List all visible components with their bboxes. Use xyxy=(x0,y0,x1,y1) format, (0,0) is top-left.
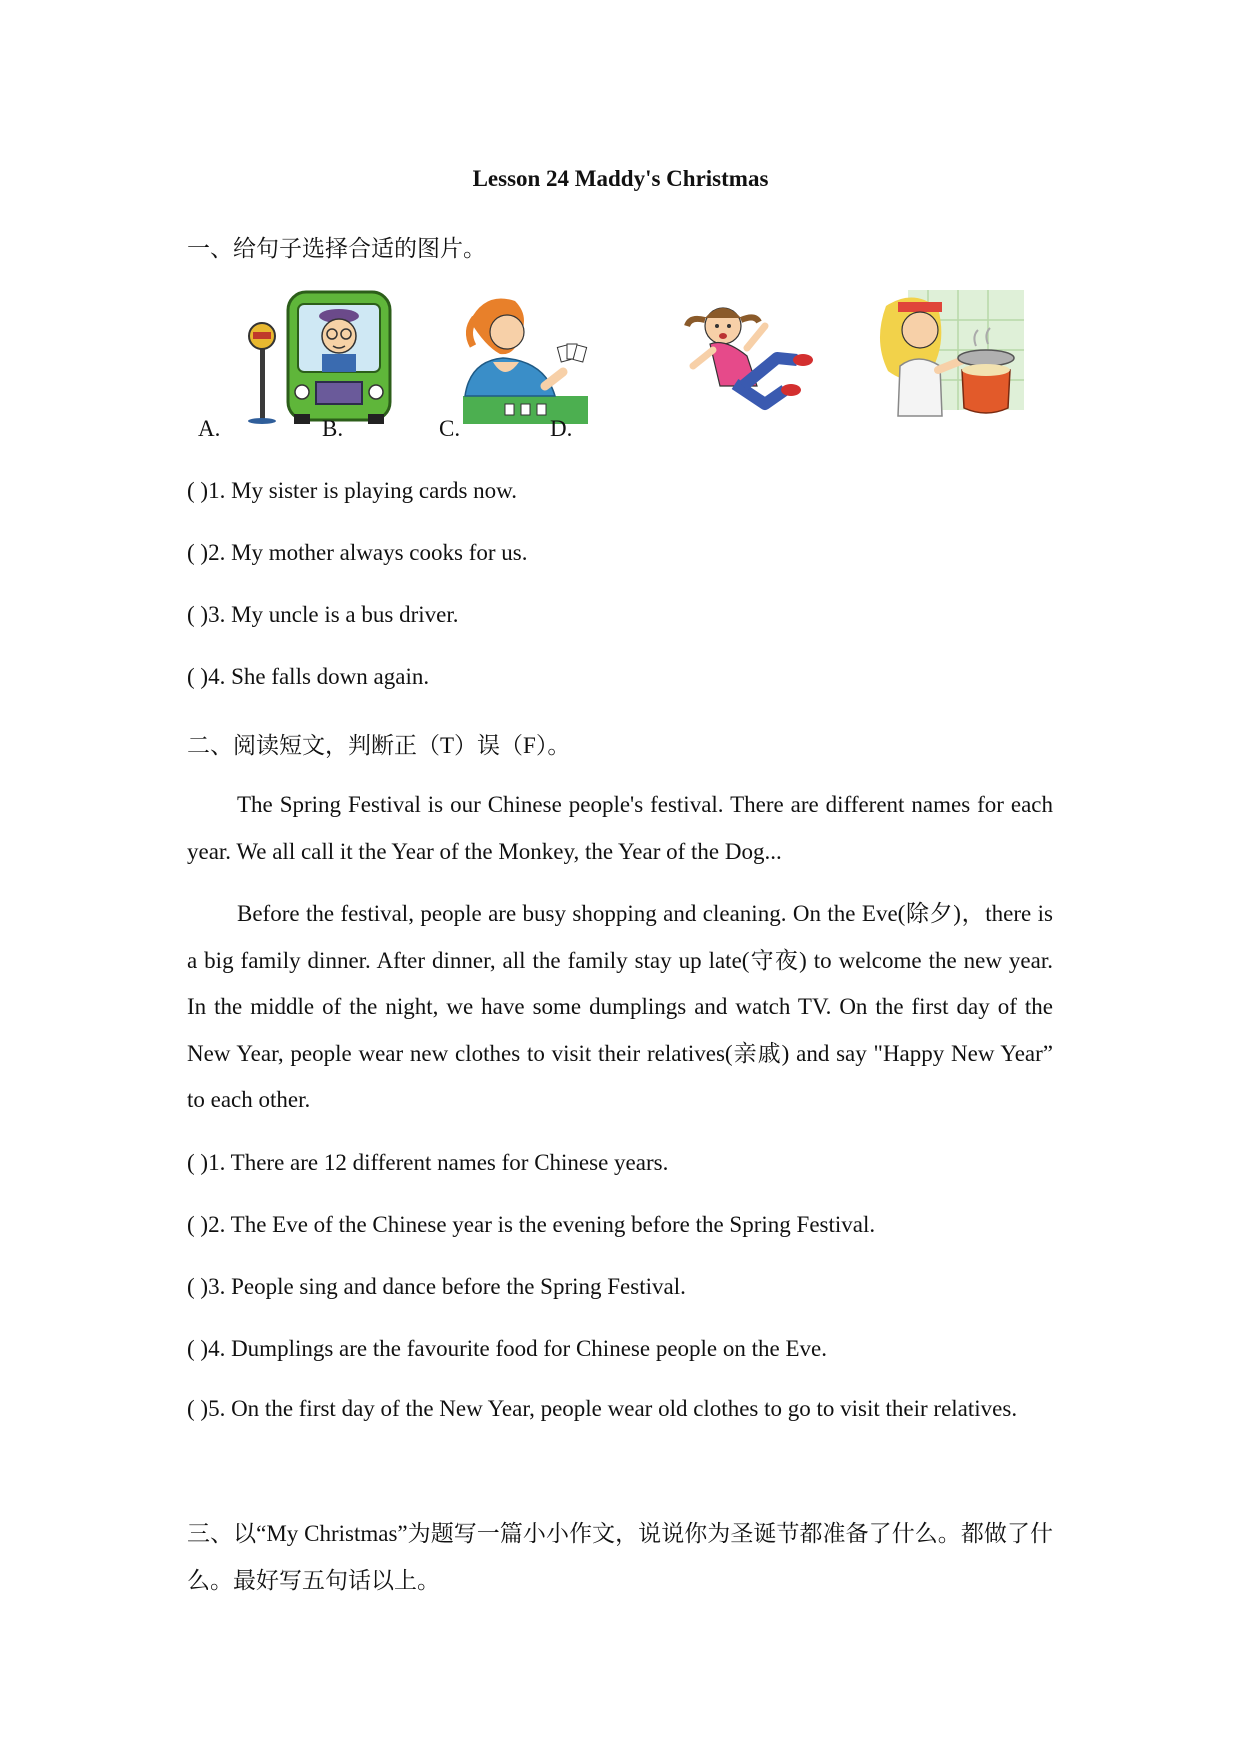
reading-passage xyxy=(187,782,1053,1140)
section2-item: ( )3. People sing and dance before the Spring Festival. xyxy=(187,1274,686,1299)
section1-item: ( )4. She falls down again. xyxy=(187,664,430,689)
page-title: Lesson 24 Maddy's Christmas xyxy=(472,166,769,191)
section2-item: ( )1. There are 12 different names for Chinese years. xyxy=(187,1150,669,1175)
section1-item: ( )2. My mother always cooks for us. xyxy=(187,540,528,565)
section1-item: ( )1. My sister is playing cards now. xyxy=(187,478,518,503)
girl-falling-down-picture xyxy=(665,286,825,426)
passage-paragraph: The Spring Festival is our Chinese people's festival. There are different names for each year. We all call it the Year of the Monkey, the Year of the Dog... xyxy=(187,792,1053,864)
section2-item: ( )2. The Eve of the Chinese year is the evening before the Spring Festival. xyxy=(187,1212,876,1237)
section2-item: ( )5. On the first day of the New Year, people wear old clothes to go to visit their relatives. xyxy=(187,1396,1018,1421)
bus-driver-picture xyxy=(238,286,398,426)
woman-playing-cards-picture xyxy=(455,286,615,426)
section2-item: ( )4. Dumplings are the favourite food for Chinese people on the Eve. xyxy=(187,1336,827,1361)
section2-heading: 二、阅读短文，判断正（T）误（F）。 xyxy=(187,733,571,758)
passage-paragraph: Before the festival, people are busy shopping and cleaning. On the Eve(除夕)，there is a big family dinner. After dinner, all the family stay up late(守夜) to welcome the new year. In the middle of the night, we have some dumplings and watch TV. On the first day of the New Year, people wear new clothes to visit their relatives(亲戚) and say "Happy New Year” to each other. xyxy=(187,901,1053,1112)
option-label-d: D. xyxy=(550,416,573,441)
section3-heading: 三、以“My Christmas”为题写一篇小小作文，说说你为圣诞节都准备了什么。都做了什么。最好写五句话以上。 xyxy=(187,1521,1053,1593)
option-label-a: A. xyxy=(198,416,221,441)
option-label-b: B. xyxy=(322,416,344,441)
section1-item: ( )3. My uncle is a bus driver. xyxy=(187,602,459,627)
option-label-c: C. xyxy=(439,416,461,441)
section1-heading: 一、给句子选择合适的图片。 xyxy=(187,236,486,261)
woman-cooking-picture xyxy=(868,286,1028,426)
